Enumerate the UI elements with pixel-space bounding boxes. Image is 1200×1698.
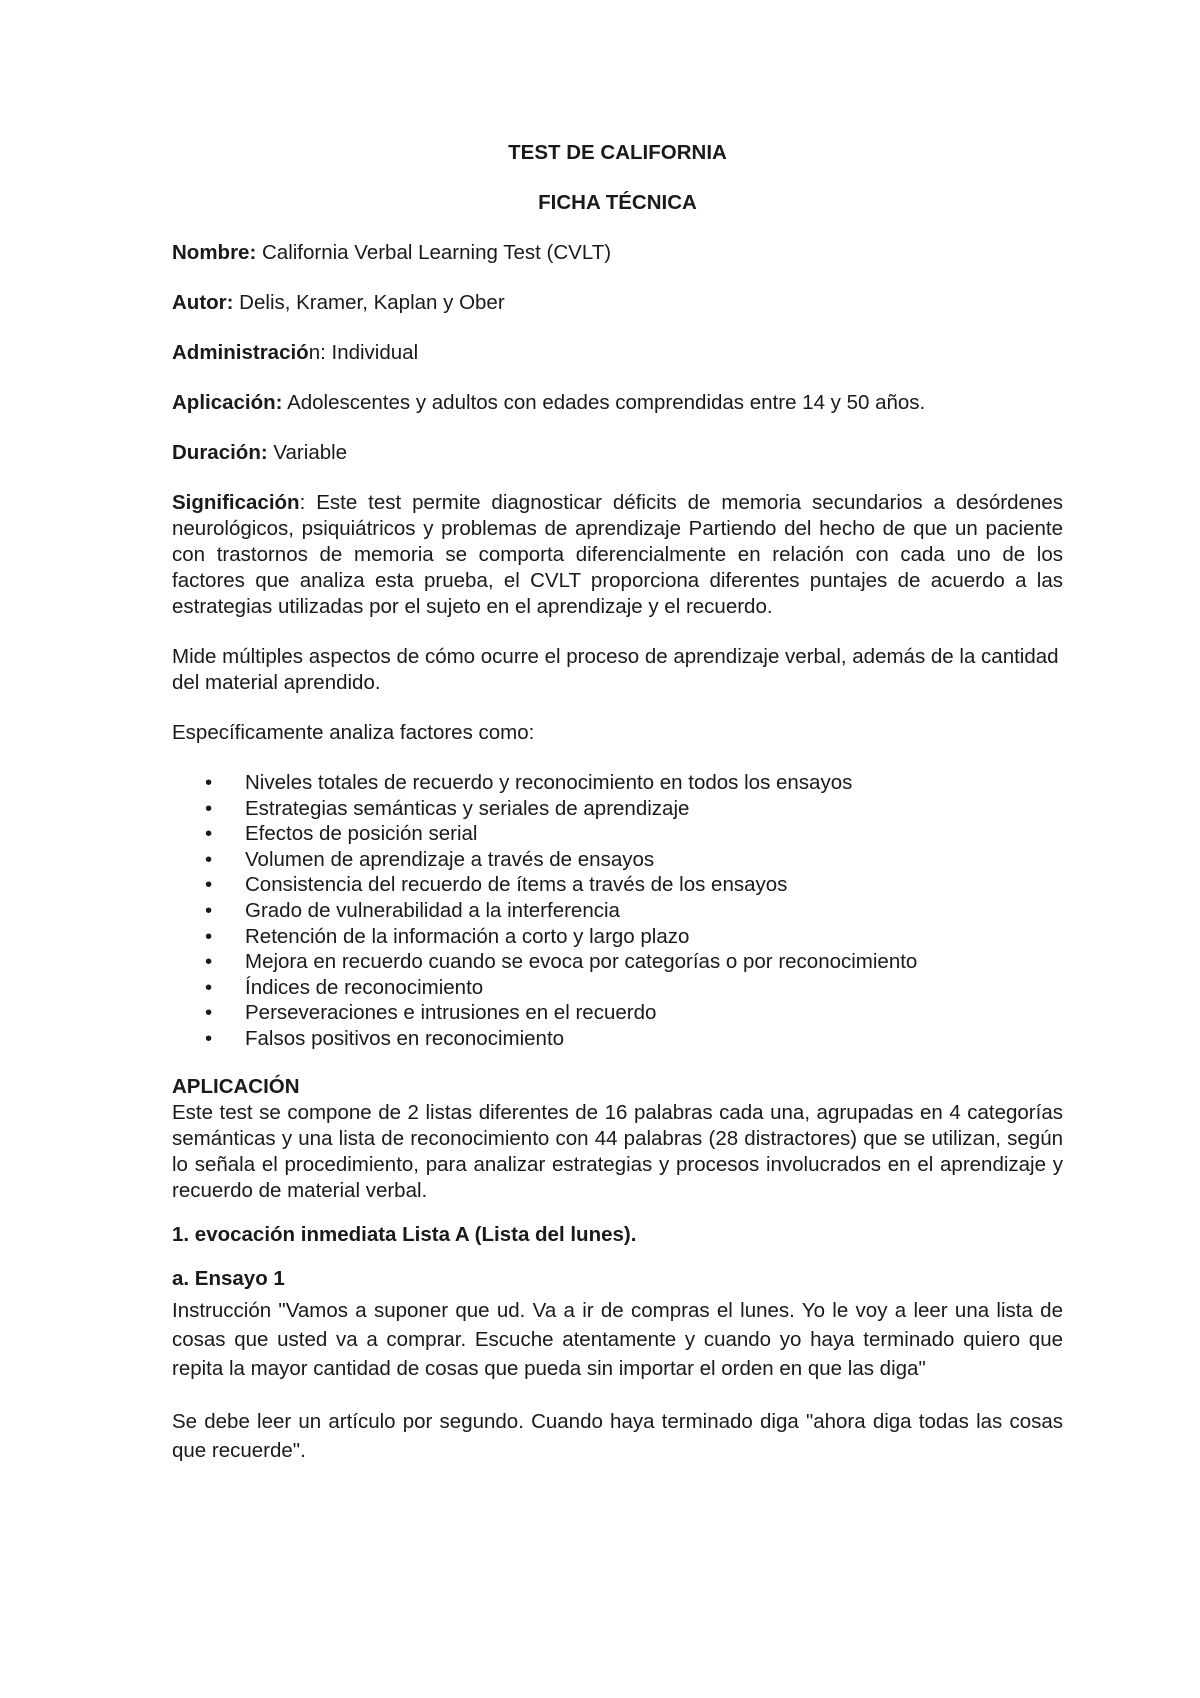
aplicacion-heading: APLICACIÓN xyxy=(172,1074,300,1098)
bullet-icon: • xyxy=(205,1001,213,1025)
list-item: • Perseveraciones e intrusiones en el recuerdo xyxy=(205,1001,657,1025)
factors-list xyxy=(172,770,1063,1052)
list-item: • Índices de reconocimiento xyxy=(205,975,484,999)
field-nombre xyxy=(172,240,1063,266)
bullet-icon: • xyxy=(205,950,213,974)
bullet-icon: • xyxy=(205,898,213,922)
bullet-icon: • xyxy=(205,796,213,820)
field-autor xyxy=(172,290,1063,316)
list-item: • Efectos de posición serial xyxy=(205,822,478,846)
field-duracion xyxy=(172,440,1063,466)
field-duracion-label: Duración: xyxy=(172,441,268,464)
bullet-icon: • xyxy=(205,847,213,871)
field-significacion xyxy=(172,490,1063,620)
bullet-icon: • xyxy=(205,975,213,999)
document-title: TEST DE CALIFORNIA xyxy=(508,141,727,164)
field-autor-label: Autor: xyxy=(172,291,234,314)
field-administracion-label: Administració xyxy=(172,341,309,364)
document-subtitle: FICHA TÉCNICA xyxy=(538,191,697,214)
field-duracion-value: Variable xyxy=(267,441,348,464)
field-nombre-value: California Verbal Learning Test (CVLT) xyxy=(256,241,612,264)
list-item: • Falsos positivos en reconocimiento xyxy=(205,1026,565,1050)
field-significacion-label: Significación xyxy=(172,491,300,514)
list-item: • Consistencia del recuerdo de ítems a través de los ensayos xyxy=(205,873,788,897)
document-page xyxy=(172,140,1063,1489)
field-aplicacion-label: Aplicación: xyxy=(172,391,283,414)
bullet-icon: • xyxy=(205,771,213,794)
field-administracion xyxy=(172,340,1063,366)
final-paragraph: Se debe leer un artículo por segundo. Cuando haya terminado diga "ahora diga todas las cosas que recuerde". xyxy=(172,1409,1063,1462)
field-aplicacion-value: Adolescentes y adultos con edades comprendidas entre 14 y 50 años. xyxy=(282,391,926,414)
section-1-heading: 1. evocación inmediata Lista A (Lista del lunes). xyxy=(172,1222,637,1246)
paragraph-mide: Mide múltiples aspectos de cómo ocurre el proceso de aprendizaje verbal, además de la cantidad del material aprendido. xyxy=(172,645,1059,694)
list-item: • Estrategias semánticas y seriales de aprendizaje xyxy=(205,796,690,820)
bullet-icon: • xyxy=(205,822,213,846)
field-nombre-label: Nombre: xyxy=(172,241,257,264)
list-item: • Volumen de aprendizaje a través de ensayos xyxy=(205,847,655,871)
field-administracion-label-rest: n: xyxy=(308,341,326,364)
list-item: • Niveles totales de recuerdo y reconocimiento en todos los ensayos xyxy=(205,771,853,794)
bullet-icon: • xyxy=(205,1026,213,1050)
field-aplicacion xyxy=(172,390,1063,416)
list-item: • Retención de la información a corto y largo plazo xyxy=(205,924,690,948)
field-administracion-value: Individual xyxy=(325,341,419,364)
bullet-icon: • xyxy=(205,924,213,948)
list-item: • Mejora en recuerdo cuando se evoca por categorías o por reconocimiento xyxy=(205,950,918,974)
field-autor-value: Delis, Kramer, Kaplan y Ober xyxy=(233,291,505,314)
bullet-icon: • xyxy=(205,873,213,897)
aplicacion-text: Este test se compone de 2 listas diferentes de 16 palabras cada una, agrupadas en 4 categorías semánticas y una lista de reconocimiento con 44 palabras (28 distractores) que se utilizan, según lo señala el procedimiento, para analizar estrategias y procesos involucrados en el aprendizaje y recuerdo de material verbal. xyxy=(172,1100,1063,1202)
list-item: • Grado de vulnerabilidad a la interferencia xyxy=(205,898,620,922)
field-significacion-value: : Este test permite diagnosticar déficits de memoria secundarios a desórdenes neurológicos, psiquiátricos y problemas de aprendizaje Partiendo del hecho de que un paciente con trastornos de memoria se comporta diferencialmente en relación con cada uno de los factores que analiza esta prueba, el CVLT proporciona diferentes puntajes de acuerdo a las estrategias utilizadas por el sujeto en el aprendizaje y el recuerdo. xyxy=(172,491,1063,618)
ensayo-heading: a. Ensayo 1 xyxy=(172,1266,285,1290)
instruccion-paragraph: Instrucción "Vamos a suponer que ud. Va a ir de compras el lunes. Yo le voy a leer una lista de cosas que usted va a comprar. Escuche atentamente y cuando yo haya terminado quiero que repita la mayor cantidad de cosas que pueda sin importar el orden en que las diga" xyxy=(172,1298,1063,1380)
paragraph-especificamente: Específicamente analiza factores como: xyxy=(172,721,535,744)
